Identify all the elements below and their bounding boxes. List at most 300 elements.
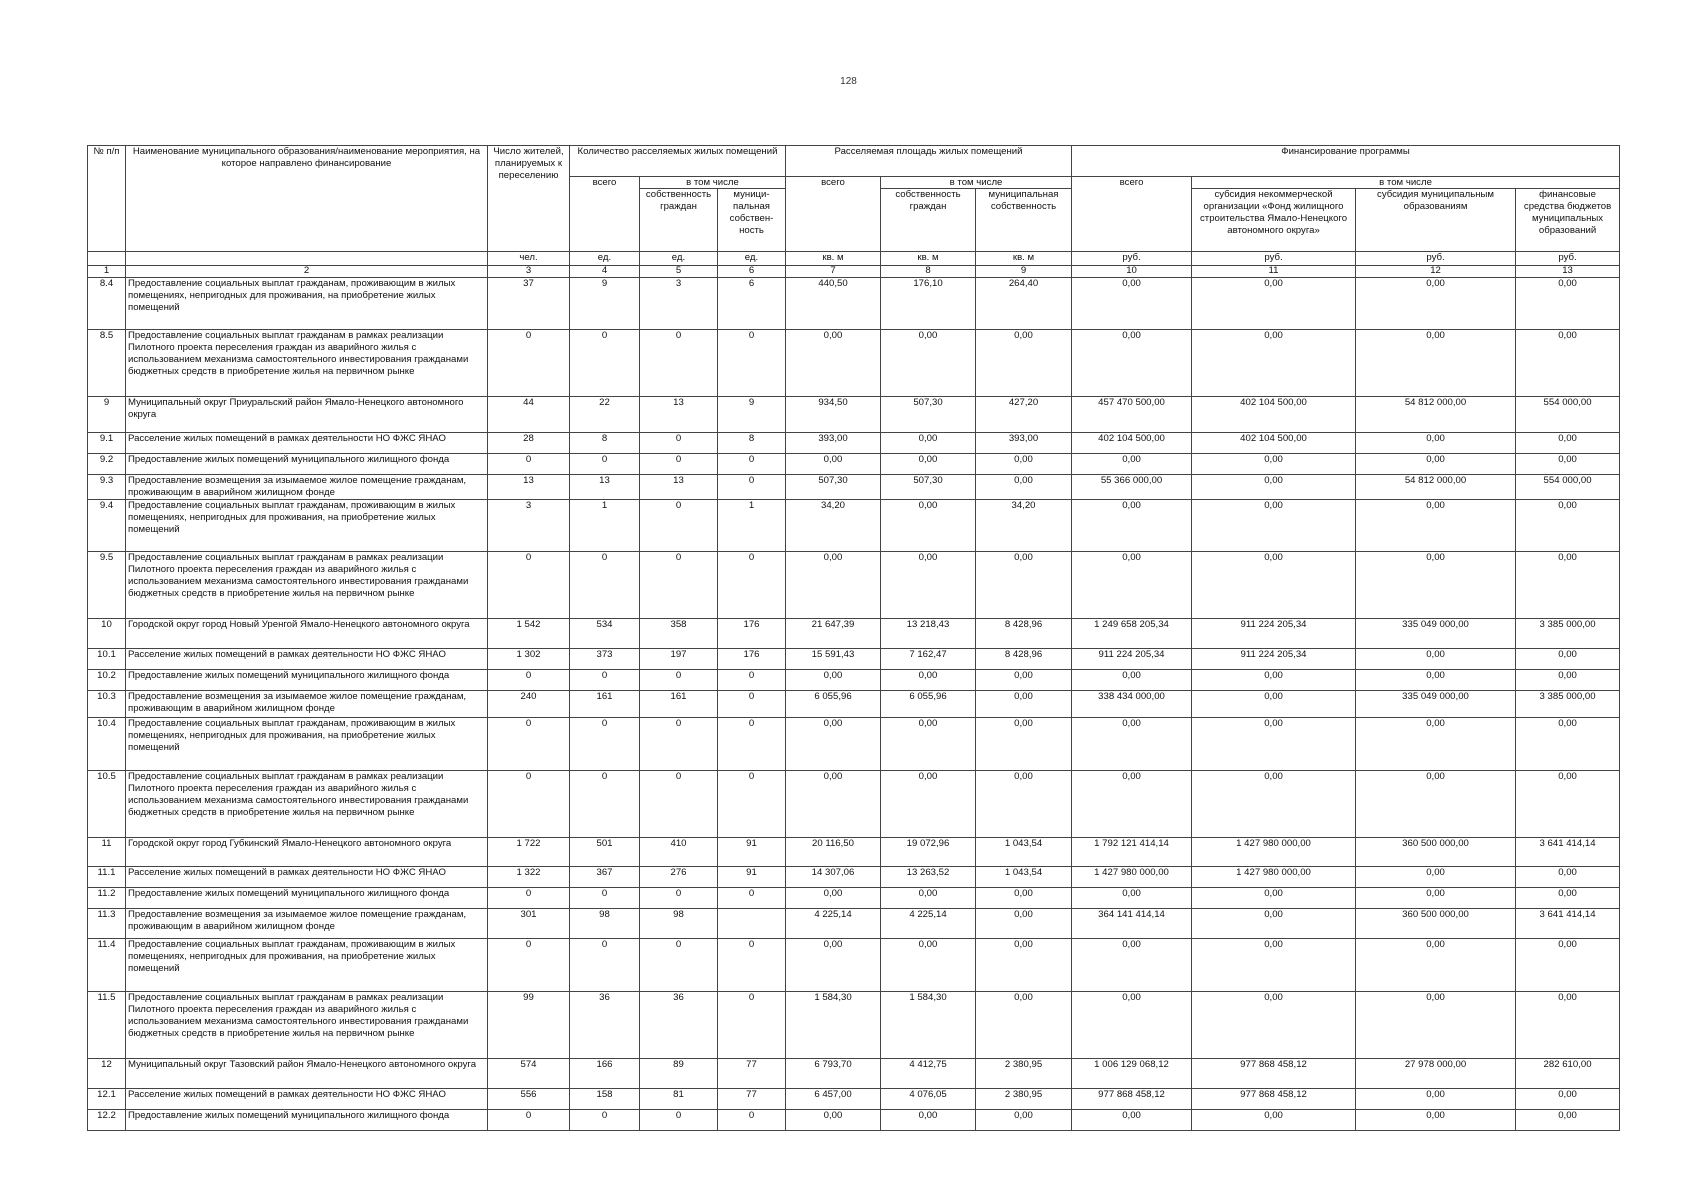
- row-value: 977 868 458,12: [1192, 1059, 1356, 1089]
- row-value: 55 366 000,00: [1072, 475, 1192, 500]
- unit-cell: руб.: [1072, 252, 1192, 266]
- row-number: 12: [88, 1059, 126, 1089]
- row-value: 0: [640, 888, 718, 909]
- row-value: 0: [640, 670, 718, 691]
- row-value: 554 000,00: [1516, 475, 1620, 500]
- row-value: 0,00: [1516, 649, 1620, 670]
- row-value: 0,00: [1192, 771, 1356, 838]
- header-rooms-total: всего: [570, 177, 640, 252]
- row-value: 6: [718, 278, 786, 330]
- row-value: 1 249 658 205,34: [1072, 619, 1192, 649]
- row-value: 0,00: [1356, 454, 1516, 475]
- row-value: 0,00: [1072, 1110, 1192, 1131]
- header-area-private: собственность граждан: [881, 189, 976, 252]
- row-number: 11: [88, 838, 126, 867]
- column-number: 5: [640, 266, 718, 278]
- row-value: 161: [570, 691, 640, 718]
- row-value: 0,00: [1356, 670, 1516, 691]
- row-number: 8.5: [88, 330, 126, 397]
- unit-cell: ед.: [718, 252, 786, 266]
- row-value: 13: [640, 475, 718, 500]
- row-name: Предоставление социальных выплат гражданам, проживающим в жилых помещениях, непригодных для проживания, на приобретение жилых помещений: [126, 939, 488, 992]
- row-name: Предоставление социальных выплат гражданам, проживающим в жилых помещениях, непригодных для проживания, на приобретение жилых помещений: [126, 718, 488, 771]
- row-value: 0: [570, 1110, 640, 1131]
- table-row: [88, 992, 1620, 1059]
- row-value: 0,00: [1192, 475, 1356, 500]
- row-value: 0,00: [786, 1110, 881, 1131]
- row-value: 457 470 500,00: [1072, 397, 1192, 433]
- row-value: 0: [718, 454, 786, 475]
- row-value: 0: [570, 552, 640, 619]
- row-value: 360 500 000,00: [1356, 909, 1516, 939]
- column-number: 10: [1072, 266, 1192, 278]
- row-value: 197: [640, 649, 718, 670]
- row-value: 1 427 980 000,00: [1072, 867, 1192, 888]
- row-value: 0,00: [1072, 888, 1192, 909]
- row-value: 1 584,30: [786, 992, 881, 1059]
- row-value: 0,00: [881, 552, 976, 619]
- row-value: 0,00: [1356, 771, 1516, 838]
- row-value: 0,00: [881, 888, 976, 909]
- row-value: 8 428,96: [976, 619, 1072, 649]
- row-value: 4 225,14: [786, 909, 881, 939]
- row-value: 21 647,39: [786, 619, 881, 649]
- row-value: 911 224 205,34: [1192, 649, 1356, 670]
- row-value: 911 224 205,34: [1072, 649, 1192, 670]
- row-value: 0,00: [1192, 909, 1356, 939]
- row-value: 0,00: [1072, 718, 1192, 771]
- header-rooms-group: Количество расселяемых жилых помещений: [570, 146, 786, 177]
- row-value: 0,00: [1072, 992, 1192, 1059]
- row-number: 9: [88, 397, 126, 433]
- row-value: 0,00: [1516, 454, 1620, 475]
- row-value: 373: [570, 649, 640, 670]
- row-value: 77: [718, 1059, 786, 1089]
- header-finance-fund: субсидия некоммерческой организации «Фонд жилищного строительства Ямало-Ненецкого автономного округа»: [1192, 189, 1356, 252]
- row-value: 0: [488, 454, 570, 475]
- row-value: 27 978 000,00: [1356, 1059, 1516, 1089]
- row-value: 0,00: [1516, 433, 1620, 454]
- row-name: Предоставление социальных выплат гражданам в рамках реализации Пилотного проекта переселения граждан из аварийного жилья с использованием механизма самостоятельного инвестирования гражданами бюджетных средств в приобретение жилья на первичном рынке: [126, 552, 488, 619]
- unit-blank: [126, 252, 488, 266]
- row-value: 1 006 129 068,12: [1072, 1059, 1192, 1089]
- row-value: 13: [570, 475, 640, 500]
- row-value: 0,00: [976, 939, 1072, 992]
- row-value: 0,00: [786, 718, 881, 771]
- table-body: [88, 278, 1620, 1131]
- row-value: 0,00: [786, 888, 881, 909]
- row-number: 11.5: [88, 992, 126, 1059]
- row-value: 0,00: [786, 454, 881, 475]
- row-number: 10.5: [88, 771, 126, 838]
- row-value: 1 322: [488, 867, 570, 888]
- row-name: Предоставление социальных выплат гражданам в рамках реализации Пилотного проекта переселения граждан из аварийного жилья с использованием механизма самостоятельного инвестирования гражданами бюджетных средств в приобретение жилья на первичном рынке: [126, 992, 488, 1059]
- row-value: 13: [640, 397, 718, 433]
- column-number: 8: [881, 266, 976, 278]
- row-number: 10.4: [88, 718, 126, 771]
- row-value: 393,00: [976, 433, 1072, 454]
- row-name: Городской округ город Губкинский Ямало-Ненецкого автономного округа: [126, 838, 488, 867]
- table-row: [88, 1110, 1620, 1131]
- table-row: [88, 888, 1620, 909]
- unit-cell: ед.: [640, 252, 718, 266]
- row-value: 0,00: [881, 771, 976, 838]
- row-value: 0,00: [1516, 552, 1620, 619]
- row-value: 8: [570, 433, 640, 454]
- row-value: 0,00: [881, 718, 976, 771]
- row-value: 556: [488, 1089, 570, 1110]
- row-value: 276: [640, 867, 718, 888]
- row-value: 0,00: [1072, 278, 1192, 330]
- row-value: 240: [488, 691, 570, 718]
- row-name: Городской округ город Новый Уренгой Ямало-Ненецкого автономного округа: [126, 619, 488, 649]
- row-value: 9: [718, 397, 786, 433]
- row-value: 0,00: [1356, 330, 1516, 397]
- table-row: [88, 278, 1620, 330]
- row-value: 99: [488, 992, 570, 1059]
- table-row: [88, 454, 1620, 475]
- row-value: 367: [570, 867, 640, 888]
- row-value: 1 792 121 414,14: [1072, 838, 1192, 867]
- row-value: 0,00: [976, 475, 1072, 500]
- table-row: [88, 552, 1620, 619]
- row-value: 9: [570, 278, 640, 330]
- row-number: 8.4: [88, 278, 126, 330]
- row-value: 410: [640, 838, 718, 867]
- header-finance-subsidy: субсидия муниципальным образованиям: [1356, 189, 1516, 252]
- row-value: 0,00: [1072, 330, 1192, 397]
- column-numbers-row: [88, 266, 1620, 278]
- row-value: 0,00: [881, 330, 976, 397]
- row-value: 20 116,50: [786, 838, 881, 867]
- row-value: 264,40: [976, 278, 1072, 330]
- row-value: 0,00: [1356, 992, 1516, 1059]
- row-value: 427,20: [976, 397, 1072, 433]
- row-value: 0,00: [1516, 888, 1620, 909]
- row-value: 0: [570, 939, 640, 992]
- row-value: 0: [570, 888, 640, 909]
- row-number: 10.1: [88, 649, 126, 670]
- row-name: Расселение жилых помещений в рамках деятельности НО ФЖС ЯНАО: [126, 1089, 488, 1110]
- row-value: 507,30: [786, 475, 881, 500]
- row-value: 36: [640, 992, 718, 1059]
- row-value: 0,00: [1516, 992, 1620, 1059]
- row-value: 0,00: [881, 1110, 976, 1131]
- header-area-group: Расселяемая площадь жилых помещений: [786, 146, 1072, 177]
- row-value: 0,00: [1072, 670, 1192, 691]
- row-name: Предоставление возмещения за изымаемое жилое помещение гражданам, проживающим в аварийном жилищном фонде: [126, 691, 488, 718]
- row-name: Муниципальный округ Тазовский район Ямало-Ненецкого автономного округа: [126, 1059, 488, 1089]
- row-value: 0,00: [1356, 939, 1516, 992]
- row-value: 0,00: [976, 330, 1072, 397]
- table-row: [88, 649, 1620, 670]
- row-value: 44: [488, 397, 570, 433]
- row-value: 507,30: [881, 475, 976, 500]
- header-area-including: в том числе: [881, 177, 1072, 189]
- row-value: 0: [488, 718, 570, 771]
- header-name: Наименование муниципального образования/наименование мероприятия, на которое направлено финансирование: [126, 146, 488, 252]
- row-value: 977 868 458,12: [1192, 1089, 1356, 1110]
- row-name: Предоставление жилых помещений муниципального жилищного фонда: [126, 1110, 488, 1131]
- row-value: 393,00: [786, 433, 881, 454]
- row-value: 0,00: [1192, 552, 1356, 619]
- row-value: 0: [640, 433, 718, 454]
- row-value: 0,00: [1516, 1089, 1620, 1110]
- row-name: Предоставление жилых помещений муниципального жилищного фонда: [126, 454, 488, 475]
- resettlement-table: [87, 145, 1620, 1131]
- row-name: Предоставление возмещения за изымаемое жилое помещение гражданам, проживающим в аварийном жилищном фонде: [126, 475, 488, 500]
- row-value: 0,00: [976, 691, 1072, 718]
- row-value: 176: [718, 649, 786, 670]
- column-number: 3: [488, 266, 570, 278]
- header-finance-budget: финансовые средства бюджетов муниципальных образований: [1516, 189, 1620, 252]
- row-value: 0: [640, 771, 718, 838]
- row-value: 3: [488, 500, 570, 552]
- row-number: 11.4: [88, 939, 126, 992]
- header-area-total: всего: [786, 177, 881, 252]
- row-value: 91: [718, 838, 786, 867]
- row-value: 0,00: [786, 330, 881, 397]
- row-value: 166: [570, 1059, 640, 1089]
- table-row: [88, 939, 1620, 992]
- row-value: 0: [640, 454, 718, 475]
- header-rooms-including: в том числе: [640, 177, 786, 189]
- row-number: 11.1: [88, 867, 126, 888]
- row-value: 440,50: [786, 278, 881, 330]
- row-value: 0,00: [1192, 718, 1356, 771]
- row-name: Предоставление социальных выплат гражданам, проживающим в жилых помещениях, непригодных для проживания, на приобретение жилых помещений: [126, 500, 488, 552]
- row-value: 0,00: [1192, 1110, 1356, 1131]
- row-value: 8 428,96: [976, 649, 1072, 670]
- table-row: [88, 397, 1620, 433]
- row-value: 6 055,96: [881, 691, 976, 718]
- row-value: 0,00: [1356, 1110, 1516, 1131]
- units-row: [88, 252, 1620, 266]
- row-value: 402 104 500,00: [1192, 397, 1356, 433]
- row-value: 0,00: [976, 1110, 1072, 1131]
- row-value: 0: [488, 330, 570, 397]
- header-residents: Число жителей, планируемых к переселению: [488, 146, 570, 252]
- row-value: 0,00: [976, 771, 1072, 838]
- row-value: 0: [640, 718, 718, 771]
- header-finance-including: в том числе: [1192, 177, 1620, 189]
- row-value: 0,00: [1192, 278, 1356, 330]
- column-number: 7: [786, 266, 881, 278]
- row-value: 15 591,43: [786, 649, 881, 670]
- row-number: 9.5: [88, 552, 126, 619]
- row-value: 3: [640, 278, 718, 330]
- row-value: 0,00: [1356, 500, 1516, 552]
- row-value: 0,00: [976, 670, 1072, 691]
- row-value: 0,00: [1192, 691, 1356, 718]
- unit-cell: кв. м: [786, 252, 881, 266]
- row-value: 338 434 000,00: [1072, 691, 1192, 718]
- row-value: 0: [570, 771, 640, 838]
- row-value: 0,00: [1516, 330, 1620, 397]
- table-row: [88, 718, 1620, 771]
- row-value: 34,20: [976, 500, 1072, 552]
- row-value: 14 307,06: [786, 867, 881, 888]
- row-value: 19 072,96: [881, 838, 976, 867]
- row-value: 0,00: [1356, 552, 1516, 619]
- row-value: 0: [570, 330, 640, 397]
- row-value: 0,00: [1072, 771, 1192, 838]
- row-value: 0,00: [1192, 454, 1356, 475]
- row-value: 1 043,54: [976, 867, 1072, 888]
- row-value: 0,00: [881, 939, 976, 992]
- table-row: [88, 1059, 1620, 1089]
- row-value: 301: [488, 909, 570, 939]
- row-value: 81: [640, 1089, 718, 1110]
- column-number: 9: [976, 266, 1072, 278]
- row-value: 402 104 500,00: [1072, 433, 1192, 454]
- row-value: 0,00: [881, 454, 976, 475]
- row-value: 4 076,05: [881, 1089, 976, 1110]
- unit-cell: кв. м: [881, 252, 976, 266]
- unit-blank: [88, 252, 126, 266]
- column-number: 6: [718, 266, 786, 278]
- row-value: 13 218,43: [881, 619, 976, 649]
- row-value: 0,00: [1516, 939, 1620, 992]
- row-value: 0: [718, 992, 786, 1059]
- row-value: 0,00: [1072, 552, 1192, 619]
- row-value: 0,00: [1356, 867, 1516, 888]
- table-row: [88, 475, 1620, 500]
- row-value: 911 224 205,34: [1192, 619, 1356, 649]
- row-value: 0,00: [976, 718, 1072, 771]
- row-value: 0,00: [786, 552, 881, 619]
- table-row: [88, 909, 1620, 939]
- row-value: 977 868 458,12: [1072, 1089, 1192, 1110]
- row-value: 0,00: [786, 939, 881, 992]
- row-value: 0,00: [1192, 500, 1356, 552]
- row-value: 1 542: [488, 619, 570, 649]
- row-value: 0,00: [1516, 771, 1620, 838]
- unit-cell: чел.: [488, 252, 570, 266]
- row-value: 0,00: [1356, 718, 1516, 771]
- row-value: 0,00: [786, 670, 881, 691]
- header-number: № п/п: [88, 146, 126, 252]
- row-value: 161: [640, 691, 718, 718]
- column-number: 1: [88, 266, 126, 278]
- row-value: 574: [488, 1059, 570, 1089]
- row-value: 0: [488, 552, 570, 619]
- row-value: 0,00: [976, 552, 1072, 619]
- row-number: 11.3: [88, 909, 126, 939]
- row-value: 0: [718, 475, 786, 500]
- row-value: 6 055,96: [786, 691, 881, 718]
- row-value: 0: [718, 939, 786, 992]
- table-row: [88, 838, 1620, 867]
- unit-cell: кв. м: [976, 252, 1072, 266]
- row-value: 0,00: [1356, 278, 1516, 330]
- row-name: Муниципальный округ Приуральский район Ямало-Ненецкого автономного округа: [126, 397, 488, 433]
- row-value: 335 049 000,00: [1356, 691, 1516, 718]
- row-value: 0,00: [1072, 454, 1192, 475]
- row-value: 176,10: [881, 278, 976, 330]
- row-value: 1 722: [488, 838, 570, 867]
- row-value: 28: [488, 433, 570, 454]
- row-value: 36: [570, 992, 640, 1059]
- row-value: 0: [718, 670, 786, 691]
- row-value: 13 263,52: [881, 867, 976, 888]
- row-number: 12.2: [88, 1110, 126, 1131]
- row-value: 360 500 000,00: [1356, 838, 1516, 867]
- row-value: 77: [718, 1089, 786, 1110]
- row-value: 0,00: [976, 992, 1072, 1059]
- table-row: [88, 670, 1620, 691]
- row-value: 0,00: [1356, 1089, 1516, 1110]
- table-row: [88, 867, 1620, 888]
- row-value: 0: [570, 454, 640, 475]
- row-value: 0: [570, 670, 640, 691]
- row-value: 0: [488, 771, 570, 838]
- row-value: 0,00: [1192, 330, 1356, 397]
- row-value: 0: [488, 670, 570, 691]
- row-value: 534: [570, 619, 640, 649]
- row-value: 3 385 000,00: [1516, 691, 1620, 718]
- row-value: 37: [488, 278, 570, 330]
- row-name: Предоставление возмещения за изымаемое жилое помещение гражданам, проживающим в аварийном жилищном фонде: [126, 909, 488, 939]
- row-value: 0,00: [881, 433, 976, 454]
- row-value: 34,20: [786, 500, 881, 552]
- table-row: [88, 619, 1620, 649]
- row-value: 1 302: [488, 649, 570, 670]
- row-value: 0,00: [1356, 433, 1516, 454]
- row-value: 176: [718, 619, 786, 649]
- row-value: 0: [718, 1110, 786, 1131]
- column-number: 13: [1516, 266, 1620, 278]
- row-value: 0: [640, 552, 718, 619]
- row-value: 0,00: [1516, 718, 1620, 771]
- table-row: [88, 691, 1620, 718]
- row-value: 3 385 000,00: [1516, 619, 1620, 649]
- row-value: 0,00: [1192, 670, 1356, 691]
- row-value: 0: [718, 552, 786, 619]
- row-value: 0,00: [1192, 888, 1356, 909]
- row-number: 9.2: [88, 454, 126, 475]
- row-value: 0,00: [1516, 1110, 1620, 1131]
- row-value: 54 812 000,00: [1356, 397, 1516, 433]
- row-value: 0: [640, 500, 718, 552]
- row-value: 22: [570, 397, 640, 433]
- row-value: 934,50: [786, 397, 881, 433]
- row-number: 10: [88, 619, 126, 649]
- row-value: 0,00: [1356, 649, 1516, 670]
- row-value: 2 380,95: [976, 1059, 1072, 1089]
- row-value: 0: [488, 888, 570, 909]
- table-row: [88, 500, 1620, 552]
- row-value: 0: [718, 718, 786, 771]
- column-number: 2: [126, 266, 488, 278]
- row-number: 11.2: [88, 888, 126, 909]
- row-value: 0,00: [976, 888, 1072, 909]
- row-number: 10.3: [88, 691, 126, 718]
- row-value: 54 812 000,00: [1356, 475, 1516, 500]
- row-number: 9.1: [88, 433, 126, 454]
- row-value: 0,00: [1516, 500, 1620, 552]
- row-name: Предоставление социальных выплат гражданам в рамках реализации Пилотного проекта переселения граждан из аварийного жилья с использованием механизма самостоятельного инвестирования гражданами бюджетных средств в приобретение жилья на первичном рынке: [126, 771, 488, 838]
- row-value: 6 457,00: [786, 1089, 881, 1110]
- row-value: 158: [570, 1089, 640, 1110]
- row-value: 1 427 980 000,00: [1192, 838, 1356, 867]
- row-value: 0,00: [976, 909, 1072, 939]
- row-value: 98: [640, 909, 718, 939]
- row-value: 0,00: [1192, 992, 1356, 1059]
- row-value: 501: [570, 838, 640, 867]
- row-value: 282 610,00: [1516, 1059, 1620, 1089]
- row-value: 0: [640, 939, 718, 992]
